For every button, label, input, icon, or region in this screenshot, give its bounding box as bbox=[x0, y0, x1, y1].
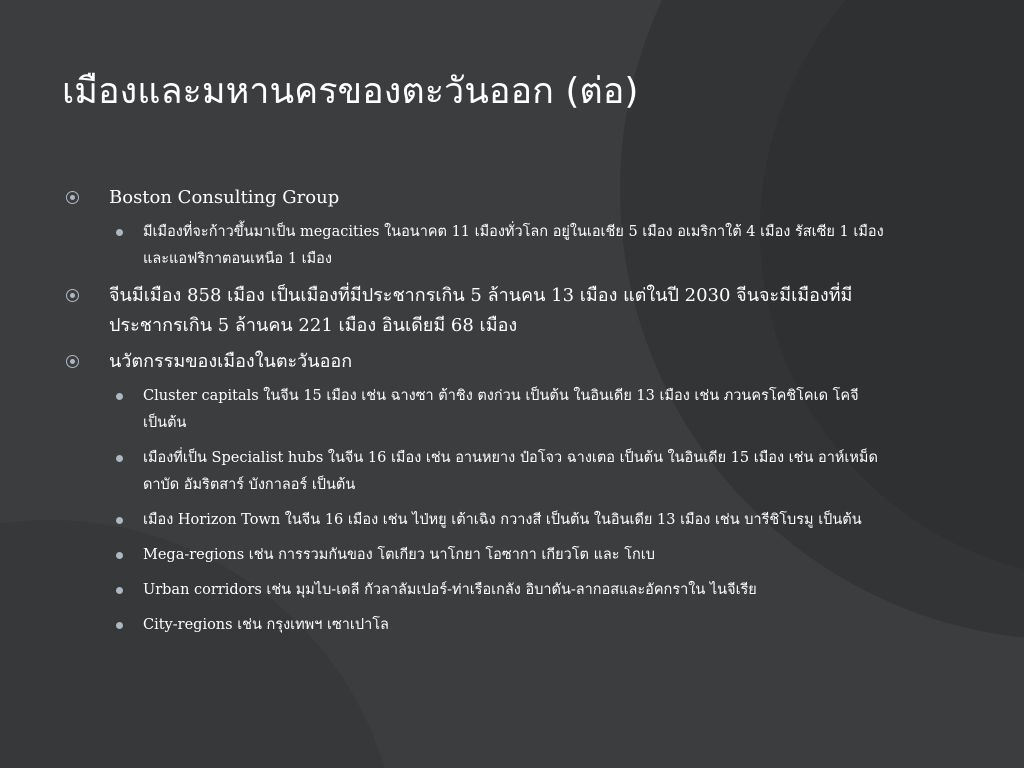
dot-bullet-icon bbox=[116, 229, 123, 236]
circle-bullet-icon bbox=[66, 191, 79, 204]
sub-bullet-text: Cluster capitals ในจีน 15 เมือง เช่น ฉางซา ต้าชิง ตงก่วน เป็นต้น ในอินเดีย 13 เมือง เช่น ภวนครโคชิโคเด โคจี เป็นต้น bbox=[143, 388, 859, 431]
sub-bullet-text: Mega-regions เช่น การรวมกันของ โตเกียว นาโกยา โอซากา เกียวโต และ โกเบ bbox=[143, 547, 655, 563]
bullet-text: จีนมีเมือง 858 เมือง เป็นเมืองที่มีประชากรเกิน 5 ล้านคน 13 เมือง แต่ในปี 2030 จีนจะมีเมืองที่มีประชากรเกิน 5 ล้านคน 221 เมือง อินเดียมี 68 เมือง bbox=[109, 285, 853, 336]
bullet-text: นวัตกรรมของเมืองในตะวันออก bbox=[109, 351, 353, 372]
sub-bullet-item bbox=[66, 577, 886, 604]
circle-bullet-icon bbox=[66, 355, 79, 368]
dot-bullet-icon bbox=[116, 587, 123, 594]
sub-bullet-item bbox=[66, 612, 886, 639]
bullet-item bbox=[66, 281, 886, 341]
dot-bullet-icon bbox=[116, 622, 123, 629]
bullet-list bbox=[66, 183, 886, 647]
sub-bullet-item bbox=[66, 542, 886, 569]
bullet-item bbox=[66, 183, 886, 213]
sub-bullet-text: เมืองที่เป็น Specialist hubs ในจีน 16 เมือง เช่น อานหยาง ป๋อโจว ฉางเตอ เป็นต้น ในอินเดีย 15 เมือง เช่น อาห์เหม็ดดาบัด อัมริตสาร์ บังกาลอร์ เป็นต้น bbox=[143, 450, 878, 493]
sub-bullet-text: City-regions เช่น กรุงเทพฯ เซาเปาโล bbox=[143, 617, 389, 633]
sub-bullet-text: มีเมืองที่จะก้าวขึ้นมาเป็น megacities ในอนาคต 11 เมืองทั่วโลก อยู่ในเอเชีย 5 เมือง อเมริกาใต้ 4 เมือง รัสเซีย 1 เมือง และแอฟริกาตอนเหนือ 1 เมือง bbox=[143, 224, 884, 267]
dot-bullet-icon bbox=[116, 517, 123, 524]
sub-bullet-item bbox=[66, 445, 886, 499]
sub-bullet-list bbox=[66, 219, 886, 273]
sub-bullet-item bbox=[66, 219, 886, 273]
sub-bullet-list bbox=[66, 383, 886, 639]
slide-title: เมืองและมหานครของตะวันออก (ต่อ) bbox=[62, 71, 639, 112]
dot-bullet-icon bbox=[116, 455, 123, 462]
sub-bullet-text: เมือง Horizon Town ในจีน 16 เมือง เช่น ไป่หยู เต้าเฉิง กวางสี เป็นต้น ในอินเดีย 13 เมือง เช่น บารีชิโบรมู เป็นต้น bbox=[143, 512, 862, 528]
sub-bullet-text: Urban corridors เช่น มุมไบ-เดลี กัวลาลัมเปอร์-ท่าเรือเกลัง อิบาดัน-ลากอสและอัคกราใน ไนจีเรีย bbox=[143, 582, 757, 598]
dot-bullet-icon bbox=[116, 393, 123, 400]
dot-bullet-icon bbox=[116, 552, 123, 559]
sub-bullet-item bbox=[66, 383, 886, 437]
sub-bullet-item bbox=[66, 507, 886, 534]
circle-bullet-icon bbox=[66, 289, 79, 302]
bullet-text: Boston Consulting Group bbox=[109, 187, 340, 208]
bullet-item bbox=[66, 347, 886, 377]
